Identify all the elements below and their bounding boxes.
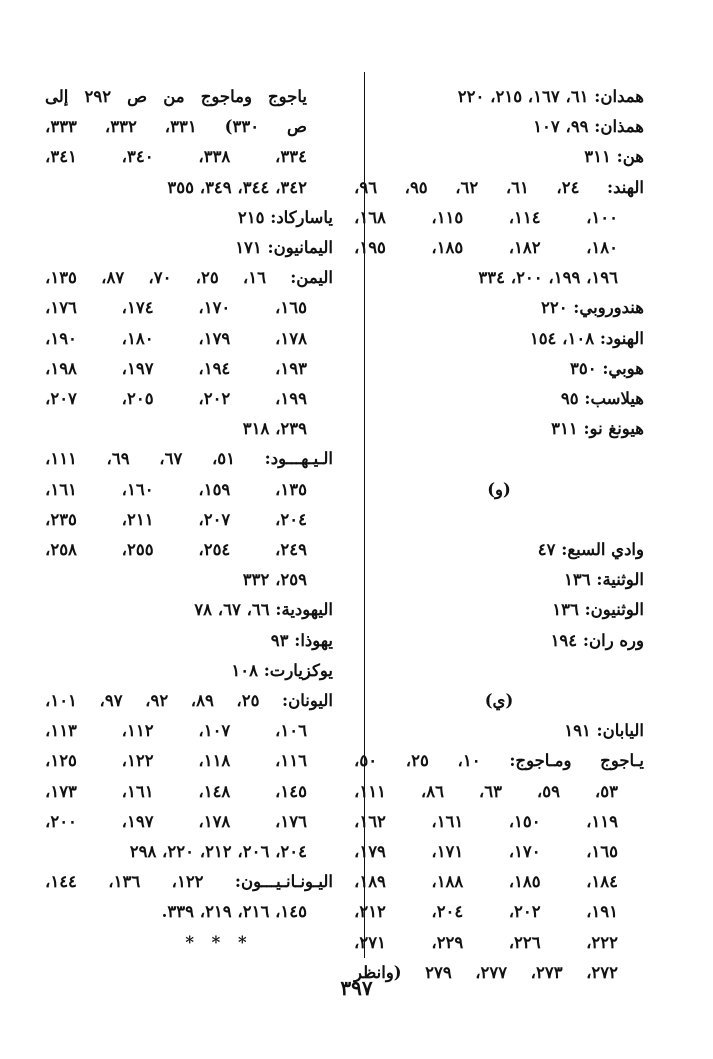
- index-line: هيونغ نو: ٣١١: [551, 419, 644, 439]
- index-line: هندوروبي: ٢٢٠: [540, 298, 644, 318]
- index-line: ياجوج وماجوج من ص ٢٩٢ إلى: [45, 87, 308, 106]
- index-line: همدان: ٦١، ١٦٧، ٢١٥، ٢٢٠: [457, 87, 644, 106]
- index-line: اليـونـانـيـــون: ١٢٢، ١٣٦، ١٤٤،: [45, 872, 333, 892]
- index-line: هيلاسب: ٩٥: [560, 389, 644, 409]
- index-line: ٢٤٩، ٢٥٤، ٢٥٥، ٢٥٨،: [45, 540, 307, 560]
- index-line: ١١٩، ١٥٠، ١٦١، ١٦٢،: [354, 811, 618, 831]
- index-line: هن: ٣١١: [584, 147, 644, 167]
- index-line: [354, 505, 644, 535]
- index-line: الهنود: ١٠٨، ١٥٤: [529, 328, 644, 348]
- index-line: ١٨٤، ١٨٥، ١٨٨، ١٨٩،: [354, 872, 618, 892]
- index-line: ياساركاد: ٢١٥: [237, 207, 333, 227]
- index-line: ١٠٠، ١١٤، ١١٥، ١٦٨،: [354, 207, 618, 227]
- index-line: ٢٥٩، ٣٣٢: [242, 570, 307, 590]
- index-line: يـاجوج ومـاجوج: ١٠، ٢٥، ٥٠،: [354, 751, 645, 771]
- index-line: ١١٦، ١١٨، ١٢٢، ١٢٥،: [45, 751, 307, 771]
- index-line: الوثنيون: ١٣٦: [552, 600, 644, 620]
- index-line: ٢٢٢، ٢٢٦، ٢٢٩، ٢٧١،: [354, 932, 618, 952]
- index-line: ٢٣٩، ٣١٨: [242, 419, 307, 439]
- page-number: ٣٩٧: [340, 976, 373, 1000]
- index-line: اليهودية: ٦٦، ٦٧، ٧٨: [194, 600, 333, 620]
- index-line: ٣٤٢، ٣٤٤، ٣٤٩، ٣٥٥: [167, 177, 307, 197]
- index-line: ١٠٦، ١٠٧، ١١٢، ١١٣،: [45, 721, 307, 741]
- index-line: ١٤٥، ٢١٦، ٢١٩، ٣٣٩.: [161, 902, 307, 922]
- index-line: [354, 656, 644, 686]
- index-line: [354, 444, 644, 474]
- index-line: وره ران: ١٩٤: [550, 630, 644, 650]
- index-line: همذان: ٩٩، ١٠٧: [533, 117, 644, 137]
- index-line: ١٦٥، ١٧٠، ١٧٤، ١٧٦،: [45, 298, 307, 318]
- index-line: ١٦٥، ١٧٠، ١٧١، ١٧٩،: [354, 842, 618, 862]
- index-line: ١٩٦، ١٩٩، ٢٠٠، ٣٣٤: [478, 268, 618, 288]
- index-line: ٥٣، ٥٩، ٦٣، ٨٦، ١١١،: [354, 781, 618, 801]
- section-heading: (ي): [484, 691, 514, 711]
- index-line: اليمانيون: ١٧١: [235, 238, 333, 258]
- index-line: هوبي: ٣٥٠: [570, 358, 644, 378]
- section-heading: (و): [487, 479, 511, 499]
- index-line: ١٤٥، ١٤٨، ١٦١، ١٧٣،: [45, 781, 307, 801]
- index-column-right: [354, 82, 644, 988]
- index-line: ١٨٠، ١٨٢، ١٨٥، ١٩٥،: [354, 238, 618, 258]
- index-line: ١٧٨، ١٧٩، ١٨٠، ١٩٠،: [45, 328, 307, 348]
- index-line: الهند: ٢٤، ٦١، ٦٢، ٩٥، ٩٦،: [354, 177, 644, 197]
- index-line: الـيـهـــود: ٥١، ٦٧، ٦٩، ١١١،: [45, 449, 333, 469]
- index-line: يوكزيارت: ١٠٨: [231, 660, 333, 680]
- index-line: ٢٧٢، ٢٧٣، ٢٧٧، ٢٧٩ (وانظر: [354, 962, 619, 982]
- index-line: الوثنية: ١٣٦: [564, 570, 644, 590]
- index-line: يهوذا: ٩٣: [270, 630, 333, 650]
- index-line: اليابان: ١٩١: [564, 721, 644, 741]
- index-line: ٢٠٤، ٢٠٦، ٢١٢، ٢٢٠، ٢٩٨: [129, 842, 307, 862]
- index-line: اليونان: ٢٥، ٨٩، ٩٢، ٩٧، ١٠١،: [45, 691, 333, 711]
- index-line: ٢٠٤، ٢٠٧، ٢١١، ٢٣٥،: [45, 509, 307, 529]
- index-line: ص ٣٣٠) ٣٣١، ٣٣٢، ٣٣٣،: [45, 117, 307, 137]
- end-ornament: * * *: [185, 932, 253, 952]
- index-line: ١٣٥، ١٥٩، ١٦٠، ١٦١،: [45, 479, 307, 499]
- index-line: ١٩٩، ٢٠٢، ٢٠٥، ٢٠٧،: [45, 389, 307, 409]
- index-column-left: [45, 82, 333, 958]
- column-divider: [364, 72, 365, 958]
- index-line: وادي السبع: ٤٧: [537, 540, 644, 560]
- index-line: ١٩٣، ١٩٤، ١٩٧، ١٩٨،: [45, 358, 307, 378]
- index-line: ٣٣٤، ٣٣٨، ٣٤٠، ٣٤١،: [45, 147, 307, 167]
- index-line: ١٧٦، ١٧٨، ١٩٧، ٢٠٠،: [45, 811, 307, 831]
- index-line: اليمن: ١٦، ٢٥، ٧٠، ٨٧، ١٣٥،: [45, 268, 333, 288]
- index-line: ١٩١، ٢٠٢، ٢٠٤، ٢١٢،: [354, 902, 618, 922]
